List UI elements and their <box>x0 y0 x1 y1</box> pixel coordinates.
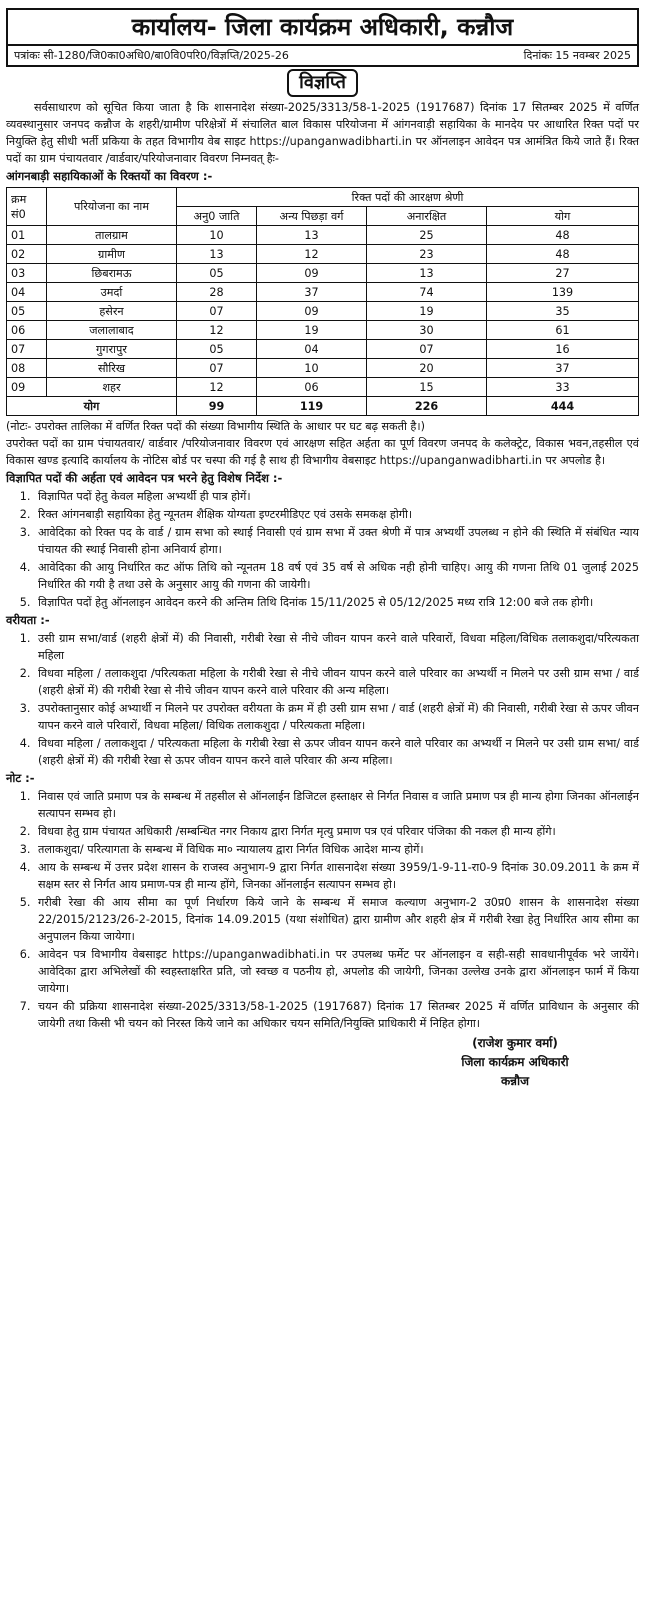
table-header-row <box>7 188 639 207</box>
table-row <box>7 302 639 321</box>
cell-sno: 05 <box>7 302 47 321</box>
note-item: 5. गरीबी रेखा की आय सीमा का पूर्ण निर्धारण किये जाने के सम्बन्ध में समाज कल्याण अनुभाग-2 उ0प्र0 शासन के शासनादेश संख्या 22/2015/2123/26-2-2015, दिनांक 14.09.2015 (यथा संशोधित) द्वारा ग्रामीण और शहरी क्षेत्र में गरीबी रेखा हेतु निर्धारित आय सीमा का अनुपालन किया जायेगा। <box>34 894 639 945</box>
total-label: योग <box>7 397 177 416</box>
notice-heading: विज्ञप्ति <box>287 69 358 97</box>
col-header-obc: अन्य पिछड़ा वर्ग <box>257 207 367 226</box>
cell-sc: 10 <box>177 226 257 245</box>
note-item: 1. निवास एवं जाति प्रमाण पत्र के सम्बन्ध में तहसील से ऑनलाईन डिजिटल हस्ताक्षर से निर्गत निवास व जाति प्रमाण पत्र ही मान्य होगा जिनका ऑनलाईन सत्यापन सम्भव हो। <box>34 788 639 822</box>
table-row <box>7 340 639 359</box>
table-note: (नोटः- उपरोक्त तालिका में वर्णित रिक्त पदों की संख्या विभागीय स्थिति के आधार पर घट बढ़ सकती है।) <box>6 420 425 433</box>
cell-gen: 23 <box>367 245 487 264</box>
cell-sno: 01 <box>7 226 47 245</box>
cell-obc: 10 <box>257 359 367 378</box>
cell-total: 27 <box>487 264 639 283</box>
detail-paragraph: उपरोक्त पदों का ग्राम पंचायतवार/ वार्डवार /परियोजनावार विवरण एवं आरक्षण सहित अर्हता का पूर्ण विवरण जनपद के कलेक्ट्रेट, विकास भवन,तहसील एवं विकास खण्ड इत्यादि कार्यालय के नोटिस बोर्ड पर चस्पा की गई है साथ ही विभागीय वेबसाइट https://upanganwadibharti.in पर अपलोड है। <box>6 437 639 467</box>
cell-project: हसेरन <box>47 302 177 321</box>
note-item: 3. तलाकशुदा/ परित्यागता के सम्बन्ध में विधिक मा० न्यायालय द्वारा निर्गत विधिक आदेश मान्य होगें। <box>34 841 639 858</box>
note-item: 2. विधवा हेतु ग्राम पंचायत अधिकारी /सम्बन्धित नगर निकाय द्वारा निर्गत मृत्यु प्रमाण पत्र एवं परिवार पंजिका की नकल ही मान्य होंगे। <box>34 823 639 840</box>
cell-gen: 19 <box>367 302 487 321</box>
signatory-place: कन्नौज <box>500 1074 530 1088</box>
cell-total: 33 <box>487 378 639 397</box>
preference-item: 4. विधवा महिला / तलाकशुदा / परित्यकता महिला के गरीबी रेखा से ऊपर जीवन यापन करने वाले परिवार का अभ्यर्थी न मिलने पर उसी ग्राम सभा/ वार्ड (शहरी क्षेत्रों में) की गरीबी रेखा से ऊपर जीवन यापन करने वाले परिवार की अन्य महिला। <box>34 735 639 769</box>
cell-gen: 30 <box>367 321 487 340</box>
notice-date: दिनांकः 15 नवम्बर 2025 <box>523 49 631 62</box>
preference-heading: वरीयता :- <box>6 613 50 627</box>
cell-sc: 07 <box>177 359 257 378</box>
col-header-category: रिक्त पदों की आरक्षण श्रेणी <box>177 188 639 207</box>
cell-sc: 05 <box>177 340 257 359</box>
cell-sc: 12 <box>177 378 257 397</box>
col-header-project: परियोजना का नाम <box>47 188 177 226</box>
cell-gen: 15 <box>367 378 487 397</box>
cell-sc: 07 <box>177 302 257 321</box>
total-gen: 226 <box>367 397 487 416</box>
cell-obc: 13 <box>257 226 367 245</box>
office-title: कार्यालय- जिला कार्यक्रम अधिकारी, कन्नौज <box>8 10 637 46</box>
col-header-total: योग <box>487 207 639 226</box>
cell-gen: 13 <box>367 264 487 283</box>
signatory-name: (राजेश कुमार वर्मा) <box>472 1036 558 1050</box>
cell-sno: 04 <box>7 283 47 302</box>
preference-item: 1. उसी ग्राम सभा/वार्ड (शहरी क्षेत्रों में) की निवासी, गरीबी रेखा से नीचे जीवन यापन करने वाले परिवारों, विधवा महिला/विधिक तलाकशुदा/परित्यकता महिला <box>34 630 639 664</box>
cell-sc: 05 <box>177 264 257 283</box>
cell-sno: 07 <box>7 340 47 359</box>
table-heading: आंगनबाड़ी सहायिकाओं के रिक्तयों का विवरण :- <box>6 169 213 183</box>
eligibility-item: 1. विज्ञापित पदों हेतु केवल महिला अभ्यर्थी ही पात्र होगें। <box>34 488 639 505</box>
col-header-sno: क्रम सं0 <box>7 188 47 226</box>
cell-gen: 20 <box>367 359 487 378</box>
eligibility-item: 2. रिक्त आंगनबाड़ी सहायिका हेतु न्यूनतम शैक्षिक योग्यता इण्टरमीडिएट एवं उसके समकक्ष होगी। <box>34 506 639 523</box>
cell-project: उमर्दा <box>47 283 177 302</box>
cell-sno: 02 <box>7 245 47 264</box>
signatory-designation: जिला कार्यक्रम अधिकारी <box>461 1055 569 1069</box>
total-sc: 99 <box>177 397 257 416</box>
vacancy-table-body <box>7 226 639 397</box>
table-row <box>7 245 639 264</box>
col-header-sc: अनु0 जाति <box>177 207 257 226</box>
cell-total: 37 <box>487 359 639 378</box>
cell-project: छिबरामऊ <box>47 264 177 283</box>
table-row <box>7 264 639 283</box>
notes-heading: नोट :- <box>6 771 35 785</box>
cell-obc: 09 <box>257 264 367 283</box>
cell-project: गुगरापुर <box>47 340 177 359</box>
cell-sc: 13 <box>177 245 257 264</box>
cell-obc: 19 <box>257 321 367 340</box>
table-total-row <box>7 397 639 416</box>
preference-item: 3. उपरोक्तानुसार कोई अभ्यार्थी न मिलने पर उपरोक्त वरीयता के क्रम में ही उसी ग्राम सभा / वार्ड (शहरी क्षेत्रों में) की निवासी, गरीबी रेखा से ऊपर जीवन यापन करने वाले परिवारों, विधवा महिला/ विधिक तलाकशुदा / परित्यकता महिला। <box>34 700 639 734</box>
cell-sno: 08 <box>7 359 47 378</box>
cell-project: सौरिख <box>47 359 177 378</box>
preference-item: 2. विधवा महिला / तलाकशुदा /परित्यकता महिला के गरीबी रेखा से नीचे जीवन यापन करने वाले परिवार का अभ्यर्थी न मिलने पर उसी ग्राम सभा / वार्ड (शहरी क्षेत्रों में) की गरीबी रेखा से नीचे जीवन यापन करने वाले परिवार की अन्य महिला। <box>34 665 639 699</box>
cell-total: 139 <box>487 283 639 302</box>
cell-project: जलालाबाद <box>47 321 177 340</box>
table-row <box>7 283 639 302</box>
cell-sno: 06 <box>7 321 47 340</box>
eligibility-item: 3. आवेदिका को रिक्त पद के वार्ड / ग्राम सभा को स्थाई निवासी एवं ग्राम सभा में उक्त श्रेणी में पात्र अभ्यर्थी उपलब्ध न होने की स्थिति में संबंधित न्याय पंचायत की स्थाई निवासी होना अनिवार्य होगा। <box>34 524 639 558</box>
cell-total: 16 <box>487 340 639 359</box>
notice-heading-wrap <box>6 69 639 97</box>
cell-total: 61 <box>487 321 639 340</box>
cell-sc: 12 <box>177 321 257 340</box>
cell-total: 48 <box>487 245 639 264</box>
cell-gen: 25 <box>367 226 487 245</box>
note-item: 6. आवेदन पत्र विभागीय वेबसाइट https://upanganwadibhati.in पर उपलब्ध फर्मेट पर ऑनलाइन व सही-सही सावधानीपूर्वक भरे जायेंगे। आवेदिका द्वारा अभिलेखों की स्वहस्ताक्षरित प्रति, जो स्वच्छ व पठनीय हो, अपलोड की जायेगी, जिनका उल्लेख उनके द्वारा ऑनलाइन फार्म में किया जायेगा। <box>34 946 639 997</box>
signature-block <box>6 1034 639 1091</box>
cell-sc: 28 <box>177 283 257 302</box>
cell-sno: 09 <box>7 378 47 397</box>
table-row <box>7 226 639 245</box>
cell-total: 48 <box>487 226 639 245</box>
cell-gen: 07 <box>367 340 487 359</box>
cell-obc: 12 <box>257 245 367 264</box>
intro-paragraph: सर्वसाधारण को सूचित किया जाता है कि शासनादेश संख्या-2025/3313/58-1-2025 (1917687) दिनांक 17 सितम्बर 2025 में वर्णित व्यवस्थानुसार जनपद कन्नौज के शहरी/ग्रामीण परिक्षेत्रों में संचालित बाल विकास परियोजना में आंगनवाड़ी सहायिका के मानदेय पर आधारित रिक्त पदों पर नियुक्ति हेतु सीधी भर्ती प्रकिया के तहत विभागीय वेब साइट https://upanganwadibharti.in पर ऑनलाइन आवेदन पत्र आमंत्रित किये जाते हैं। रिक्त पदों का ग्राम पंचायतवार /वार्डवार/परियोजनावार विवरण निम्नवत् हैः- <box>6 101 640 165</box>
cell-obc: 09 <box>257 302 367 321</box>
cell-obc: 06 <box>257 378 367 397</box>
total-all: 444 <box>487 397 639 416</box>
total-obc: 119 <box>257 397 367 416</box>
notes-list <box>6 788 639 1032</box>
col-header-gen: अनारक्षित <box>367 207 487 226</box>
note-item: 4. आय के सम्बन्ध में उत्तर प्रदेश शासन के राजस्व अनुभाग-9 द्वारा निर्गत शासनादेश संख्या 3959/1-9-11-रा0-9 दिनांक 30.09.2011 के क्रम में सक्षम स्तर से निर्गत आय प्रमाण-पत्र ही मान्य होंगे, जिनका ऑनलाईन सत्यापन सम्भव हो। <box>34 859 639 893</box>
eligibility-heading: विज्ञापित पदों की अर्हता एवं आवेदन पत्र भरने हेतु विशेष निर्देश :- <box>6 471 283 485</box>
vacancy-table <box>6 187 639 416</box>
eligibility-item: 4. आवेदिका की आयु निर्धारित कट ऑफ तिथि को न्यूनतम 18 वर्ष एवं 35 वर्ष से अधिक नही होनी चाहिए। आयु की गणना तिथि 01 जुलाई 2025 निर्धारित की गयी है तथा उसे के अनुसार आयु की गणना की जायेगी। <box>34 559 639 593</box>
eligibility-list <box>6 488 639 611</box>
cell-project: तालग्राम <box>47 226 177 245</box>
preference-list <box>6 630 639 769</box>
cell-gen: 74 <box>367 283 487 302</box>
table-row <box>7 359 639 378</box>
header-box <box>6 8 639 67</box>
table-row <box>7 378 639 397</box>
reference-number: पत्रांकः सी-1280/जि0का0अधि0/बा0वि0परि0/विज्ञप्ति/2025-26 <box>14 49 289 62</box>
table-row <box>7 321 639 340</box>
reference-line <box>8 46 637 65</box>
eligibility-item: 5. विज्ञापित पदों हेतु ऑनलाइन आवेदन करने की अन्तिम तिथि दिनांक 15/11/2025 से 05/12/2025 मध्य रात्रि 12:00 बजे तक होगी। <box>34 594 639 611</box>
cell-total: 35 <box>487 302 639 321</box>
cell-obc: 04 <box>257 340 367 359</box>
cell-obc: 37 <box>257 283 367 302</box>
note-item: 7. चयन की प्रक्रिया शासनादेश संख्या-2025/3313/58-1-2025 (1917687) दिनांक 17 सितम्बर 2025 में वर्णित प्राविधान के अनुसार की जायेगी तथा किसी भी चयन को निरस्त किये जाने का अधिकार चयन समिति/नियुक्ति प्राधिकारी में निहित होगा। <box>34 998 639 1032</box>
cell-sno: 03 <box>7 264 47 283</box>
cell-project: ग्रामीण <box>47 245 177 264</box>
cell-project: शहर <box>47 378 177 397</box>
